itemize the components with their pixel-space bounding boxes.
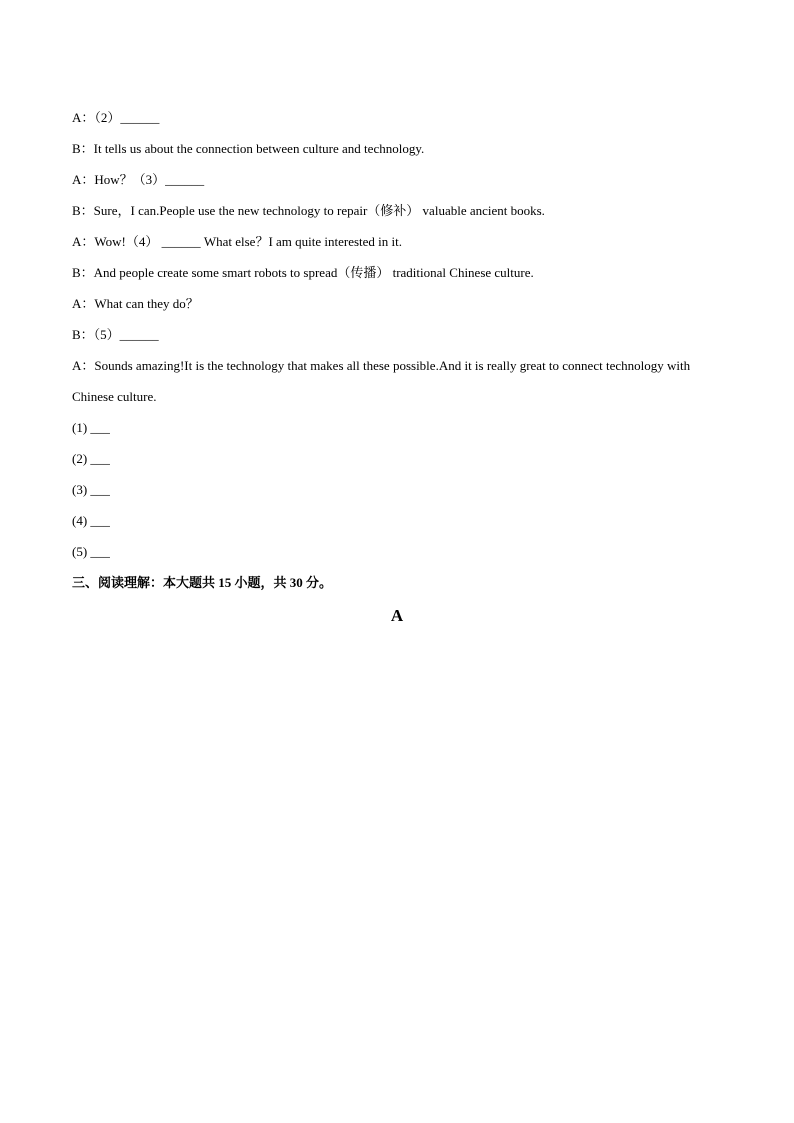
dialogue-closing: A：Sounds amazing!It is the technology that makes all these possible.And it is really great to connect technology with Chinese culture. <box>72 358 691 404</box>
answer-list <box>72 412 722 567</box>
dialogue-line: B：（5）______ <box>72 327 159 342</box>
dialogue-section <box>72 102 722 598</box>
dialogue-line: B：And people create some smart robots to spread（传播） traditional Chinese culture. <box>72 265 534 280</box>
dialogue-line: A：Wow!（4） ______ What else？I am quite interested in it. <box>72 234 403 249</box>
answer-blank[interactable]: (5) ___ <box>72 544 110 559</box>
dialogue-line: A：How？（3）______ <box>72 172 205 187</box>
dialogue-line: B：Sure，I can.People use the new technology to repair（修补） valuable ancient books. <box>72 203 545 218</box>
dialogue-line: B：It tells us about the connection between culture and technology. <box>72 141 425 156</box>
answer-blank[interactable]: (3) ___ <box>72 482 110 497</box>
answer-blank[interactable]: (2) ___ <box>72 451 110 466</box>
passage-label: A <box>390 606 404 625</box>
dialogue-line: A：What can they do？ <box>72 296 199 311</box>
dialogue-line: A：（2）______ <box>72 110 160 125</box>
answer-blank[interactable]: (1) ___ <box>72 420 110 435</box>
answer-blank[interactable]: (4) ___ <box>72 513 110 528</box>
section-heading: 三、阅读理解：本大题共 15 小题，共 30 分。 <box>72 575 333 590</box>
